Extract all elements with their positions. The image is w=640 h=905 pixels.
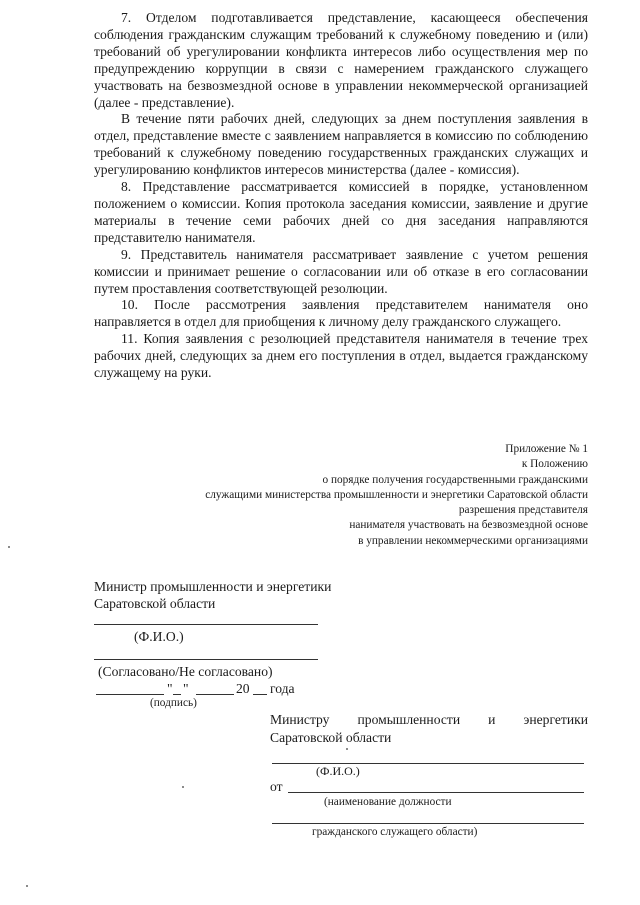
paragraph-11: 11. Копия заявления с резолюцией представителя нанимателя в течение трех рабочих дней, следующих за днем его поступления в отдел, выдается гражданскому служащему на руки. (94, 331, 588, 381)
addressee-word: промышленности (357, 712, 461, 727)
addressee-line2: Саратовской области (270, 729, 392, 745)
regulation-body (94, 10, 588, 382)
date-quote-open: " (167, 681, 173, 696)
appendix-line: к Положению (521, 458, 588, 471)
date-year-blank (253, 694, 267, 695)
paragraph-10: 10. После рассмотрения заявления представителем нанимателя оно направляется в отдел для приобщения к личному делу гражданского служащего. (94, 297, 588, 330)
agreement-label: (Согласовано/Не согласовано) (98, 664, 273, 679)
addressee-word: энергетики (523, 712, 588, 727)
minister-title-line1: Министр промышленности и энергетики (94, 579, 332, 594)
scan-speck (182, 786, 184, 788)
scan-speck (26, 885, 28, 887)
minister-fio-label: (Ф.И.О.) (134, 629, 184, 644)
from-underline (288, 792, 584, 793)
civil-servant-underline (272, 823, 584, 824)
appendix-line: нанимателя участвовать на безвозмездной основе (349, 519, 588, 532)
appendix-number: Приложение № 1 (505, 443, 588, 455)
from-label: от (270, 779, 283, 794)
minister-title-line2: Саратовской области (94, 596, 216, 611)
addressee-word: Министру (270, 712, 330, 727)
scan-speck (8, 546, 10, 548)
appendix-header (140, 442, 588, 549)
date-day-blank (173, 694, 181, 695)
appendix-line: разрешения представителя (458, 504, 588, 517)
paragraph-7-continued: В течение пяти рабочих дней, следующих за днем поступления заявления в отдел, представление вместе с заявлением направляется в комиссию по соблюдению требований к служебному поведению государственных гражданских служащих и урегулированию конфликтов интересов министерства (далее - комиссия). (94, 111, 588, 178)
appendix-line: в управлении некоммерческими организациями (358, 534, 588, 547)
minister-title (94, 578, 331, 612)
appendix-line: служащими министерства промышленности и энергетики Саратовской области (205, 488, 588, 501)
date-blank-before (96, 694, 164, 695)
scan-speck (346, 748, 348, 750)
paragraph-8: 8. Представление рассматривается комиссией в порядке, установленном положением о комиссии. Копия протокола заседания комиссии, заявление и другие материалы в течение семи рабочих дней со дня заседания направляются представителю нанимателя. (94, 179, 588, 245)
addressee-word: и (488, 712, 496, 727)
position-label: (наименование должности (324, 796, 452, 808)
appendix-line: о порядке получения государственными гражданскими (322, 473, 588, 486)
date-year-prefix: 20 (236, 681, 250, 696)
addressee-block (270, 711, 588, 746)
addressee-fio-label: (Ф.И.О.) (316, 764, 360, 778)
signature-label: (подпись) (150, 697, 197, 709)
date-month-blank (196, 694, 234, 695)
addressee-line1 (270, 711, 588, 729)
agreement-underline (94, 659, 318, 660)
date-year-suffix: года (270, 681, 295, 696)
paragraph-9: 9. Представитель нанимателя рассматривает заявление с учетом решения комиссии и принимает решение о согласовании или об отказе в его согласовании путем проставления соответствующей резолюции. (94, 246, 588, 296)
fio-underline (94, 624, 318, 625)
date-quote-close: " (183, 681, 189, 696)
paragraph-7: 7. Отделом подготавливается представление, касающееся обеспечения соблюдения гражданским служащим требований к служебному поведению и (или) требований об урегулировании конфликта интересов либо осуществления мер по предупреждению коррупции в связи с намерением гражданского служащего участвовать на безвозмездной основе в управлении некоммерческой организацией (далее - представление). (94, 10, 588, 110)
civil-servant-label: гражданского служащего области) (312, 826, 478, 838)
